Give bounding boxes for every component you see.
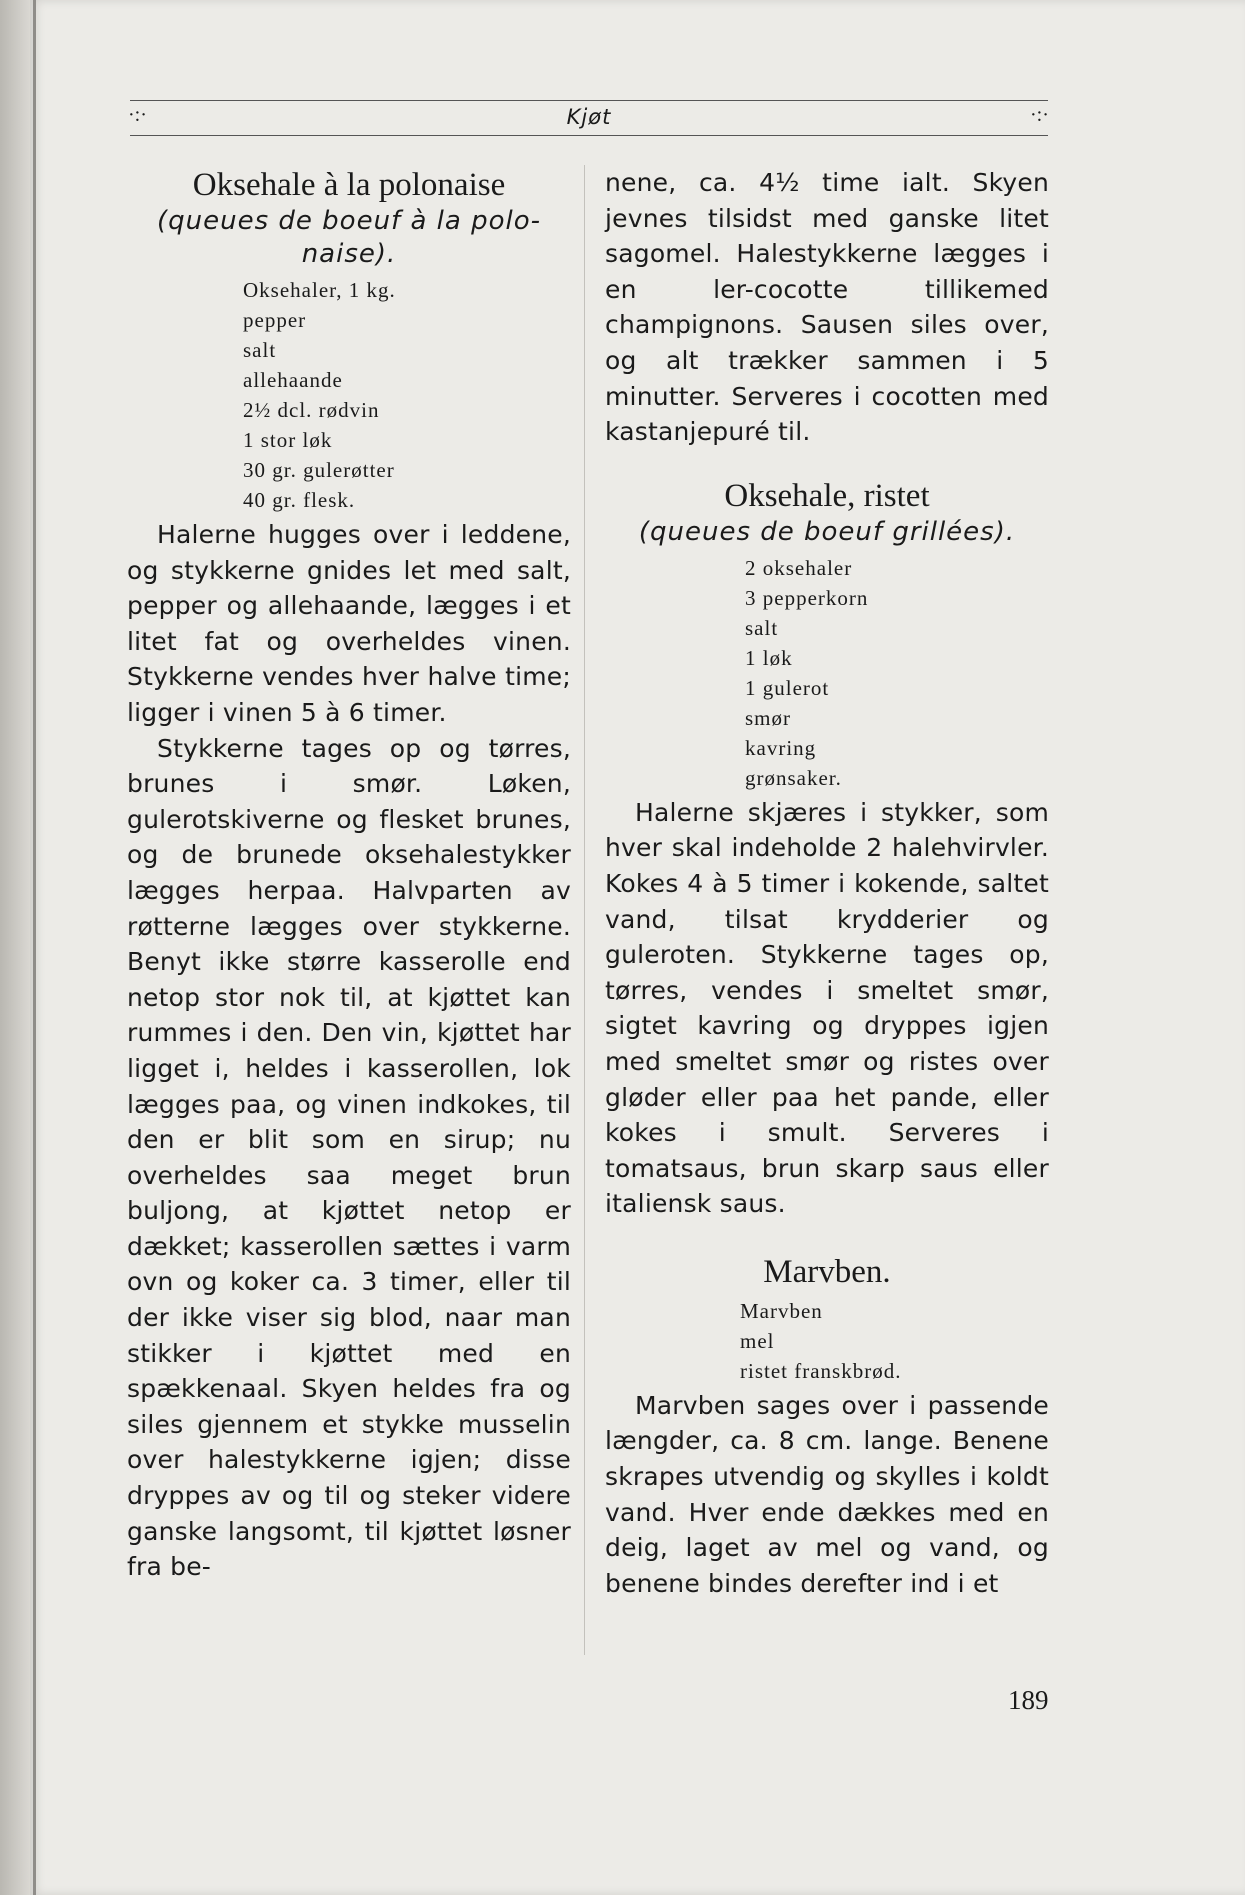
- instruction-paragraph-ristet: Halerne skjæres i stykker, som hver skal indeholde 2 halehvirvler. Kokes 4 à 5 timer i kokende, saltet vand, tilsat krydderier og guleroten. Stykkerne tages op, tørres, vendes i smeltet smør, sigtet kavring og dryppes igjen med smeltet smør og ristes over gløder eller paa het pande, eller kokes i smult. Serveres i tomatsaus, brun skarp saus eller italiensk saus.: [605, 797, 1049, 1219]
- ingredient-item: allehaande: [243, 368, 343, 392]
- ingredient-item: pepper: [243, 308, 307, 332]
- ornament-left: ·:·: [128, 104, 147, 126]
- ingredient-item: kavring: [745, 735, 817, 760]
- ingredient-list-polonaise: [127, 275, 571, 515]
- ingredient-item: salt: [745, 615, 779, 640]
- ingredient-item: 1 løk: [745, 645, 793, 670]
- gutter-line: [33, 0, 36, 1895]
- right-column: [605, 165, 1049, 1601]
- instruction-paragraph-1: Halerne hugges over i leddene, og stykkerne gnides let med salt, pepper og allehaande, lægges i et litet fat og overheldes vinen. Stykkerne vendes hver halve time; ligger i vinen 5 à 6 timer.: [127, 520, 571, 727]
- ingredient-item: ristet franskbrød.: [740, 1358, 902, 1383]
- ingredient-item: 2 oksehaler: [745, 555, 853, 580]
- ingredient-item: 3 pepperkorn: [745, 585, 869, 610]
- ingredient-item: Marvben: [740, 1298, 823, 1323]
- ingredient-item: mel: [740, 1328, 775, 1353]
- ingredient-item: salt: [243, 338, 277, 362]
- continued-paragraph: nene, ca. 4½ time ialt. Skyen jevnes tilsidst med ganske litet sagomel. Halestykkerne lægges i en ler-cocotte tillikemed champignons. Sausen siles over, og alt trækker sammen i 5 minutter. Serveres i cocotten med kastanjepuré til.: [605, 168, 1049, 447]
- column-divider: [584, 165, 585, 1655]
- ornament-right: ·:·: [1030, 104, 1049, 126]
- latin-subtitle-ristet: (queues de boeuf grillées).: [638, 516, 1016, 547]
- page-number: 189: [1008, 1685, 1049, 1715]
- ingredient-item: Oksehaler, 1 kg.: [243, 278, 396, 302]
- latin-subtitle-line-1: (queues de boeuf à la polo-: [156, 206, 542, 236]
- ingredient-item: 2½ dcl. rødvin: [243, 398, 380, 422]
- ingredient-item: smør: [745, 705, 791, 730]
- ingredient-item: 1 gulerot: [745, 675, 830, 700]
- ingredient-item: 40 gr. flesk.: [243, 488, 356, 512]
- recipe-title-polonaise: Oksehale à la polonaise: [192, 167, 506, 203]
- instruction-paragraph-2: Stykkerne tages op og tørres, brunes i smør. Løken, gulerotskiverne og flesket brunes, og de brunede oksehalestykker lægges herpaa. Halvparten av røtterne lægges over stykkerne. Benyt ikke større kasserolle end netop stor nok til, at kjøttet kan rummes i den. Den vin, kjøttet har ligget i, heldes i kasserollen, lok lægges paa, og vinen indkokes, til den er blit som en sirup; nu overheldes saa meget brun buljong, at kjøttet netop er dækket; kasserollen sættes i varm ovn og koker ca. 3 timer, eller til der ikke viser sig blod, naar man stikker i kjøttet med en spækkenaal. Skyen heldes fra og siles gjennem et stykke musselin over halestykkerne igjen; disse dryppes av og til og steker videre ganske langsomt, til kjøttet løsner fra be-: [127, 733, 571, 1582]
- ingredient-item: 1 stor løk: [243, 428, 333, 452]
- running-head: Kjøt: [566, 105, 612, 129]
- left-column: [127, 165, 571, 1585]
- recipe-title-marvben: Marvben.: [763, 1253, 891, 1290]
- ingredient-item: 30 gr. gulerøtter: [243, 458, 395, 482]
- header-rule-bottom: [130, 135, 1048, 136]
- ingredient-list-marvben: [605, 1296, 1049, 1386]
- header-rule-top: [130, 100, 1048, 101]
- latin-subtitle-line-2: naise).: [301, 239, 397, 269]
- recipe-title-ristet: Oksehale, ristet: [724, 477, 930, 514]
- ingredient-list-ristet: [605, 553, 1049, 793]
- book-spine: [0, 0, 30, 1895]
- instruction-paragraph-marvben: Marvben sages over i passende længder, ca. 8 cm. lange. Benene skrapes utvendig og skylles i koldt vand. Hver ende dækkes med en deig, laget av mel og vand, og benene bindes derefter ind i et: [605, 1390, 1049, 1598]
- ingredient-item: grønsaker.: [745, 765, 842, 790]
